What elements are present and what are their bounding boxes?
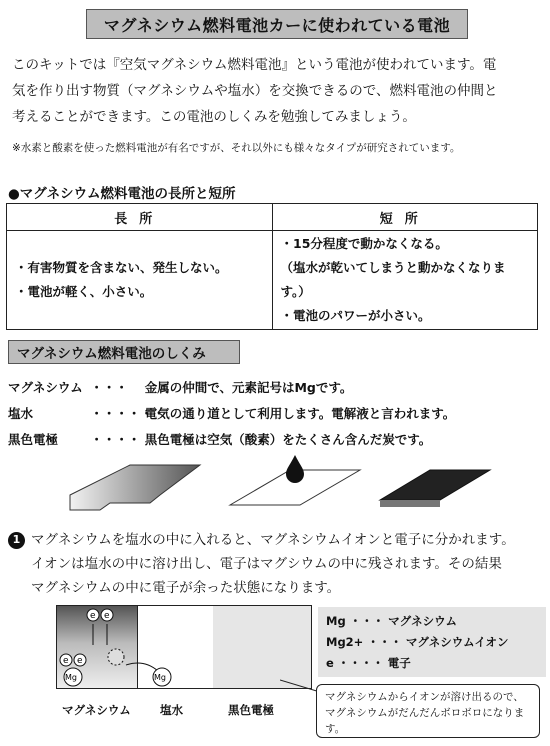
pro-item: ・有害物質を含まない、発生しない。 — [15, 260, 228, 275]
mg-atom-label: Mg — [65, 673, 77, 682]
cons-header: 短所 — [272, 204, 538, 231]
step-1-line-2: イオンは塩水の中に溶け出し、電子はマグシウムの中に残されます。その結果 — [31, 556, 502, 572]
definition-dots: ・・・ — [90, 380, 128, 395]
pros-cons-table — [6, 203, 538, 330]
label-electrode: 黒色電極 — [228, 703, 274, 717]
con-item: （塩水が乾いてしまうと動かなくなります。） — [280, 260, 506, 299]
electron-label: e — [104, 611, 110, 621]
label-saltwater: 塩水 — [160, 703, 183, 717]
intro-line-1: このキットでは『空気マグネシウム燃料電池』という電池が使われています。電 — [12, 57, 497, 73]
step-1-line-1: マグネシウムを塩水の中に入れると、マグネシウムイオンと電子に分かれます。 — [31, 532, 515, 548]
cons-cell — [272, 231, 538, 330]
definition-desc: 電気の通り道として利用します。電解液と言われます。 — [144, 406, 456, 421]
callout-note: マグネシウムからイオンが溶け出るので、マグネシウムがだんだんボロボロになります。 — [316, 684, 540, 738]
definition-row — [8, 430, 431, 448]
pros-header: 長所 — [7, 204, 273, 231]
materials-illustration — [60, 455, 530, 520]
legend-box — [318, 607, 546, 677]
definition-row — [8, 404, 455, 422]
pros-cons-heading: ●マグネシウム燃料電池の長所と短所 — [8, 186, 236, 202]
dissolving-mg-icon — [108, 649, 124, 665]
definition-term: マグネシウム — [8, 380, 83, 395]
step-1-text — [8, 528, 548, 600]
mg-ion-label: Mg — [154, 673, 166, 682]
definition-dots: ・・・・・・ — [90, 406, 166, 421]
arrow-icon — [126, 663, 158, 671]
definition-row — [8, 378, 352, 396]
electron-label: e — [77, 656, 83, 666]
step-1-line-3: マグネシウムの中に電子が余った状態になります。 — [31, 580, 341, 596]
pro-item: ・電池が軽く、小さい。 — [15, 284, 153, 299]
step-number-1-icon: 1 — [8, 532, 25, 549]
saltwater-drop-icon — [286, 455, 304, 483]
intro-line-3: 考えることができます。この電池のしくみを勉強してみましょう。 — [12, 109, 416, 125]
electron-label: e — [63, 656, 69, 666]
con-item: ・15分程度で動かなくなる。 — [280, 236, 448, 251]
intro-note: ※水素と酸素を使った燃料電池が有名ですが、それ以外にも様々なタイプが研究されています。 — [12, 142, 461, 154]
black-electrode-image — [380, 470, 490, 500]
definition-term: 塩水 — [8, 406, 34, 421]
mechanism-heading: マグネシウム燃料電池のしくみ — [8, 340, 240, 364]
definition-term: 黒色電極 — [8, 432, 59, 447]
page-title: マグネシウム燃料電池カーに使われている電池 — [86, 9, 468, 39]
intro-line-2: 気を作り出す物質（マグネシウムや塩水）を交換できるので、燃料電池の仲間と — [12, 83, 498, 99]
definition-desc: 金属の仲間で、元素記号はMgです。 — [144, 380, 353, 395]
legend-item: Mg2+ ・・・ マグネシウムイオン — [326, 635, 509, 649]
ion-diagram — [56, 605, 216, 689]
legend-item: e ・・・・ 電子 — [326, 656, 411, 670]
electron-label: e — [90, 611, 96, 621]
pros-cell — [7, 231, 273, 330]
label-magnesium: マグネシウム — [62, 703, 131, 717]
definition-dots: ・・・・ — [90, 432, 141, 447]
definition-desc: 黒色電極は空気（酸素）をたくさん含んだ炭です。 — [144, 432, 432, 447]
legend-item: Mg ・・・ マグネシウム — [326, 614, 457, 628]
magnesium-plate-image — [70, 465, 200, 510]
con-item: ・電池のパワーが小さい。 — [280, 308, 431, 323]
black-electrode-edge — [380, 500, 440, 507]
